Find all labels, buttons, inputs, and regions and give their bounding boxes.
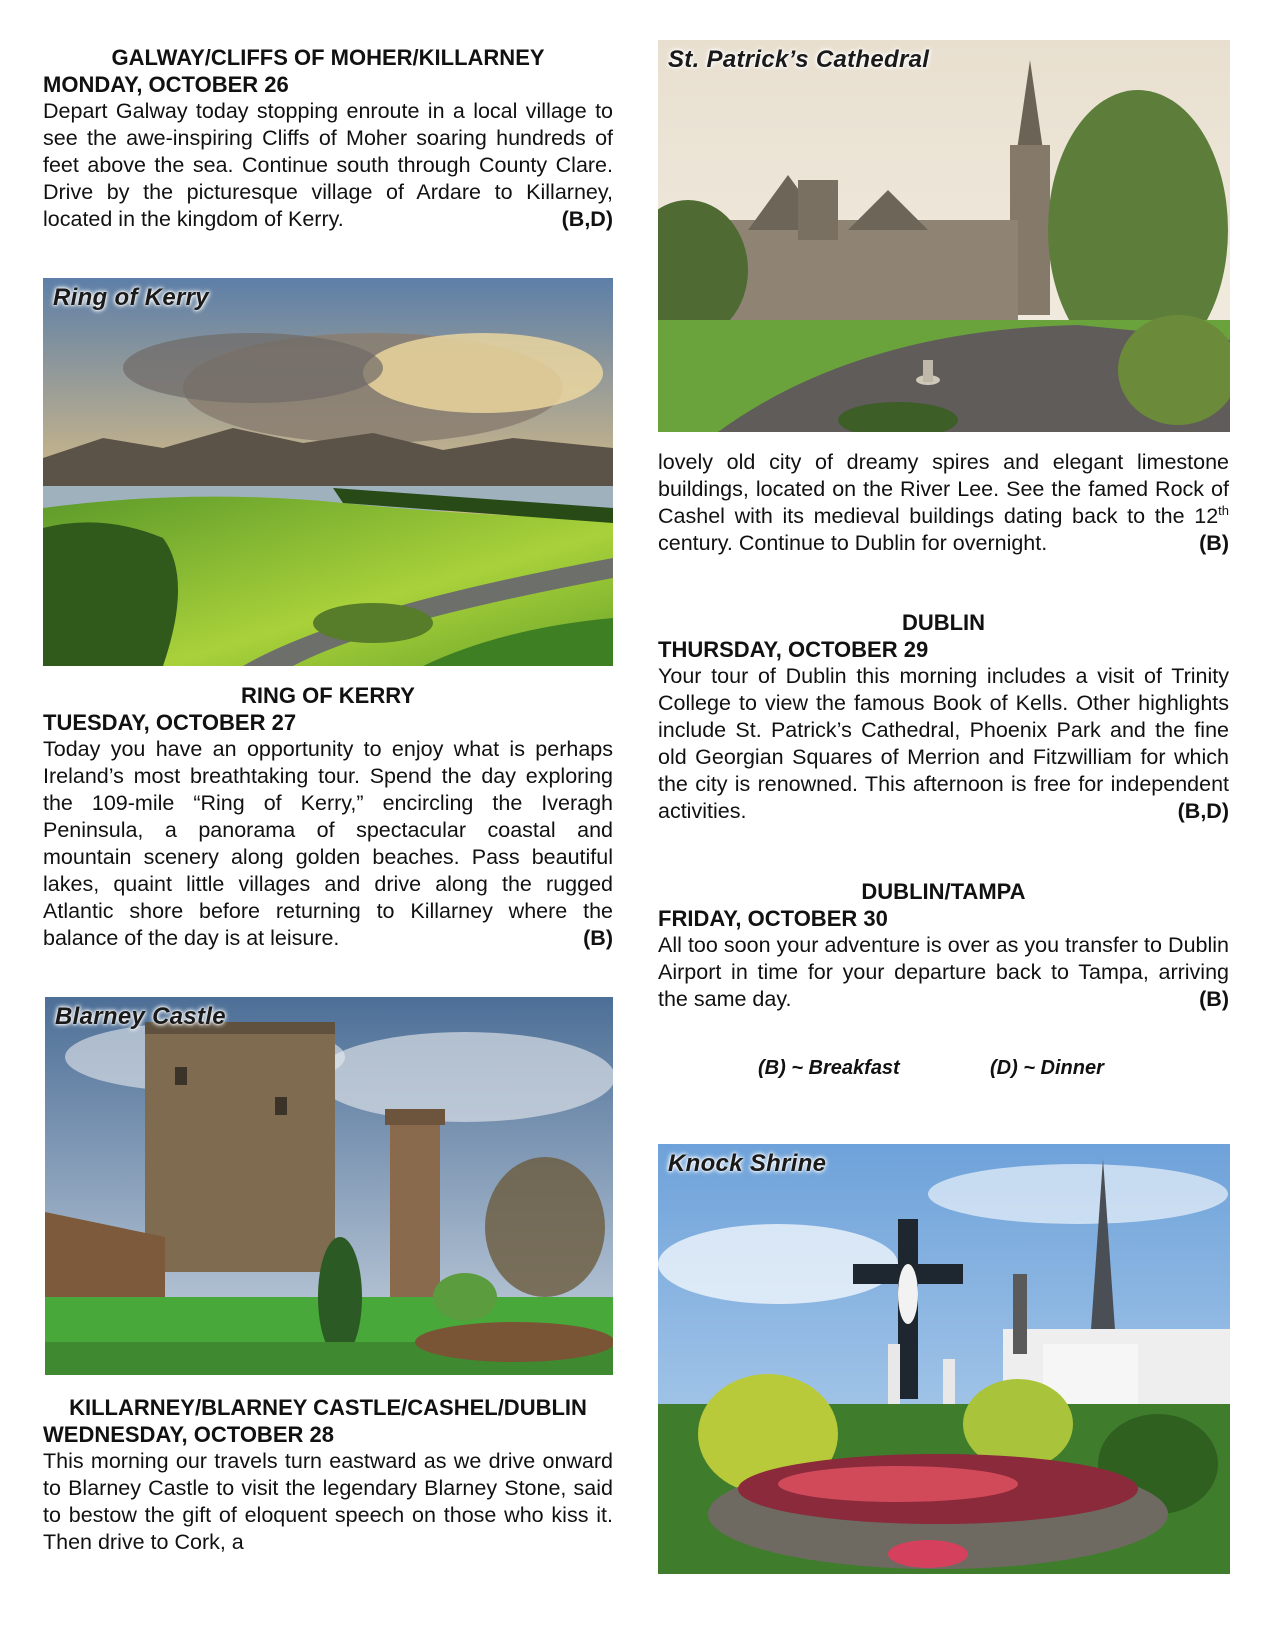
day-description <box>658 932 1229 1013</box>
meal-code: (B,D) <box>561 207 613 231</box>
day-date: TUESDAY, OCTOBER 27 <box>43 710 297 735</box>
itinerary-day-dublin <box>658 609 1229 825</box>
itinerary-day-dublin-tampa <box>658 878 1229 1013</box>
day-text: All too soon your adventure is over as you transfer to Dublin Airport in time for your departure back to Tampa, arriving the same day. <box>658 933 1229 1011</box>
day-description <box>658 449 1229 557</box>
ring-of-kerry-photo <box>43 278 613 666</box>
photo-caption: Blarney Castle <box>55 1003 226 1030</box>
day-date: FRIDAY, OCTOBER 30 <box>658 906 888 931</box>
day-text: century. Continue to Dublin for overnight. <box>658 531 1048 555</box>
meal-code: (B) <box>1199 531 1229 555</box>
day-heading: DUBLIN/TAMPA <box>861 879 1026 904</box>
day-text: Your tour of Dublin this morning includes a visit of Trinity College to view the famous Book of Kells. Other highlights include St. Patrick’s Cathedral, Phoenix Park and the fine old Georgian Squares of Merrion and Fitzwilliam for which the city is renowned. This afternoon is free for independent activities. <box>658 664 1229 823</box>
superscript: th <box>1218 502 1229 518</box>
day-heading: RING OF KERRY <box>241 683 415 708</box>
knock-shrine-photo <box>658 1144 1230 1574</box>
legend-dinner: (D) ~ Dinner <box>990 1057 1104 1079</box>
day-date: WEDNESDAY, OCTOBER 28 <box>43 1422 334 1447</box>
photo-caption: St. Patrick’s Cathedral <box>668 46 930 73</box>
day-date: THURSDAY, OCTOBER 29 <box>658 637 929 662</box>
blarney-castle-photo <box>45 997 613 1375</box>
st-patricks-cathedral-photo <box>658 40 1230 432</box>
photo-caption: Ring of Kerry <box>53 284 209 311</box>
day-description <box>658 663 1229 825</box>
day-description <box>43 736 613 952</box>
itinerary-day-ring-of-kerry <box>43 682 613 952</box>
day-text: Today you have an opportunity to enjoy what is perhaps Ireland’s most breathtaking tour. Spend the day exploring the 109-mile “Ring of Kerry,” encircling the Iveragh Peninsula, a panorama of spectacular coastal and mountain scenery along golden beaches. Pass beautiful lakes, quaint little villages and drive along the rugged Atlantic shore before returning to Killarney where the balance of the day is at leisure. <box>43 737 613 950</box>
meal-code: (B) <box>583 926 613 950</box>
itinerary-day-galway <box>43 44 613 233</box>
day-description <box>43 98 613 233</box>
day-text: Depart Galway today stopping enroute in a local village to see the awe-inspiring Cliffs of Moher soaring hundreds of feet above the sea. Continue south through County Clare. Drive by the picturesque village of Ardare to Killarney, located in the kingdom of Kerry. <box>43 99 613 231</box>
photo-caption: Knock Shrine <box>668 1150 827 1177</box>
legend-breakfast: (B) ~ Breakfast <box>758 1057 900 1079</box>
meal-code: (B,D) <box>1177 799 1229 823</box>
day-heading: KILLARNEY/BLARNEY CASTLE/CASHEL/DUBLIN <box>69 1395 587 1420</box>
day-description: This morning our travels turn eastward as we drive onward to Blarney Castle to visit the legendary Blarney Stone, said to bestow the gift of eloquent speech on those who kiss it. Then drive to Cork, a <box>43 1449 613 1554</box>
day-heading: DUBLIN <box>901 610 986 635</box>
day-date: MONDAY, OCTOBER 26 <box>43 72 289 97</box>
meal-code: (B) <box>1199 987 1229 1011</box>
day-heading: GALWAY/CLIFFS OF MOHER/KILLARNEY <box>111 45 545 70</box>
itinerary-day-blarney <box>43 1394 613 1556</box>
day-text: lovely old city of dreamy spires and elegant limestone buildings, located on the River Lee. See the famed Rock of Cashel with its medieval buildings dating back to the 12 <box>658 450 1229 528</box>
itinerary-day-blarney-continued <box>658 449 1229 557</box>
